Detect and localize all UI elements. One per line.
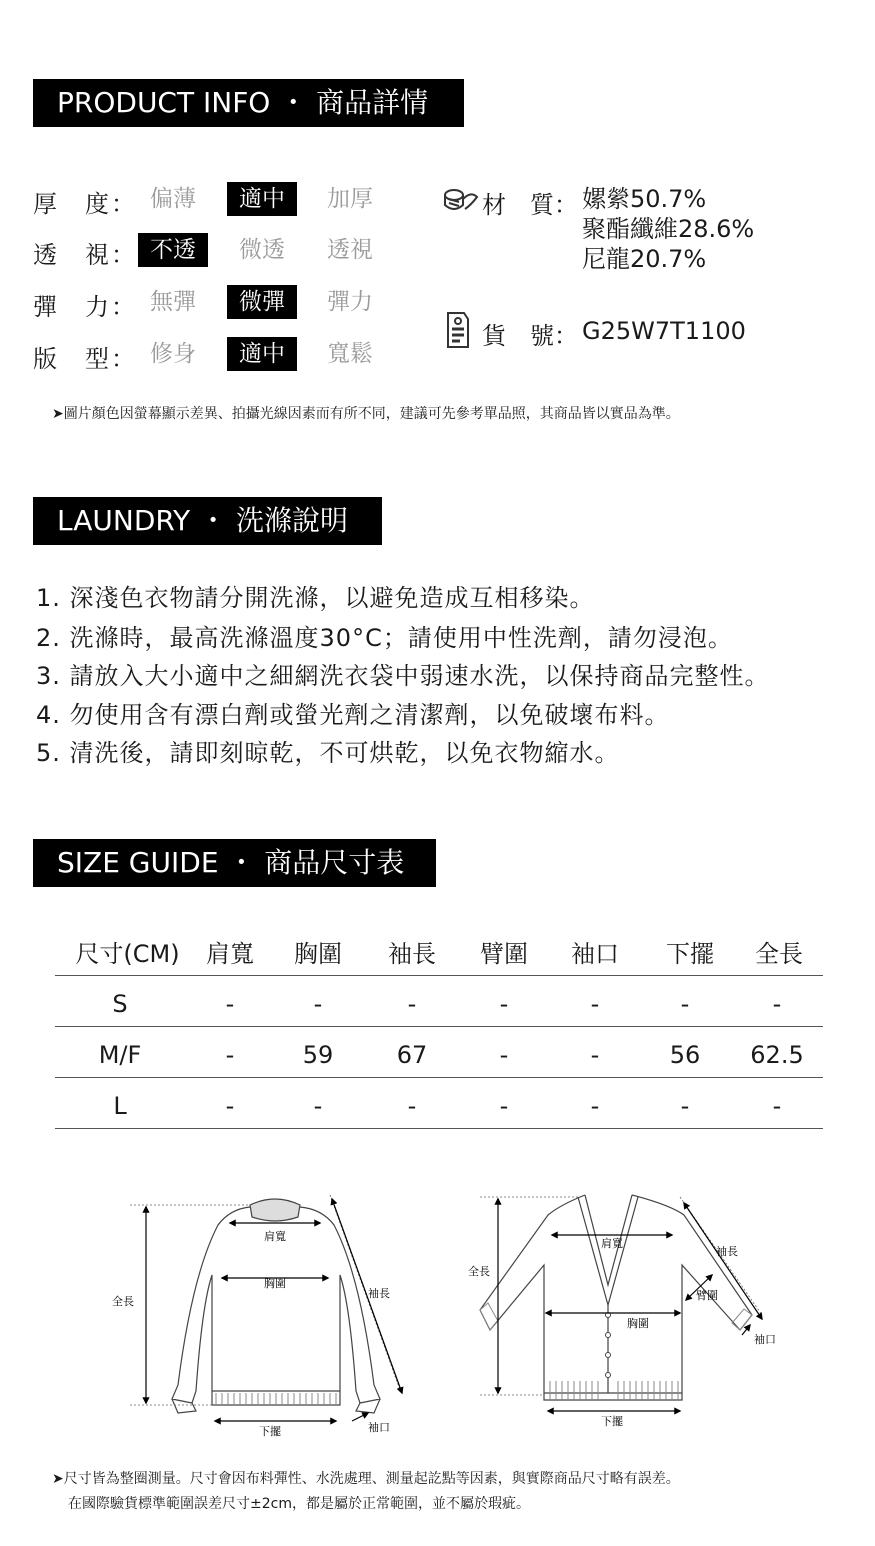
cell: - bbox=[225, 1092, 235, 1120]
diagram-label-shoulder: 肩寬 bbox=[601, 1237, 623, 1250]
cell: - bbox=[680, 990, 690, 1018]
cell: - bbox=[590, 1041, 600, 1069]
diagram-label-hem: 下擺 bbox=[259, 1425, 281, 1438]
option-selected: 適中 bbox=[227, 337, 297, 371]
cell: 56 bbox=[669, 1041, 701, 1069]
size-guide-banner: SIZE GUIDE ・ 商品尺寸表 bbox=[33, 839, 436, 887]
diagram-label-length: 全長 bbox=[468, 1265, 490, 1278]
diagram-label-shoulder: 肩寬 bbox=[264, 1230, 286, 1243]
laundry-item: 3. 請放入大小適中之細網洗衣袋中弱速水洗，以保持商品完整性。 bbox=[36, 662, 770, 690]
col-header-chest: 胸圍 bbox=[294, 940, 342, 968]
cardigan-measurement-diagram bbox=[460, 1185, 790, 1435]
attribute-label: 厚 度： bbox=[33, 190, 137, 218]
tag-icon bbox=[444, 309, 472, 351]
sku-label: 貨 號： bbox=[482, 322, 578, 350]
diagram-label-chest: 胸圍 bbox=[627, 1317, 649, 1330]
sweater-measurement-diagram bbox=[100, 1185, 430, 1445]
cell: 59 bbox=[302, 1041, 334, 1069]
option: 微透 bbox=[239, 237, 285, 263]
cell: 67 bbox=[396, 1041, 428, 1069]
cell: M/F bbox=[98, 1041, 142, 1069]
color-disclaimer: ➤圖片顏色因螢幕顯示差異、拍攝光線因素而有所不同，建議可先參考單品照，其商品皆以實品為準。 bbox=[52, 406, 680, 422]
col-header-size: 尺寸(CM) bbox=[75, 940, 180, 968]
diagram-label-chest: 胸圍 bbox=[264, 1277, 286, 1290]
attribute-label: 彈 力： bbox=[33, 293, 137, 321]
table-divider bbox=[55, 1128, 823, 1129]
laundry-item: 4. 勿使用含有漂白劑或螢光劑之清潔劑，以免破壞布料。 bbox=[36, 701, 670, 729]
col-header-length: 全長 bbox=[755, 940, 803, 968]
diagram-label-sleeve: 袖長 bbox=[368, 1287, 390, 1300]
cell: - bbox=[313, 990, 323, 1018]
option: 修身 bbox=[150, 341, 196, 367]
option: 偏薄 bbox=[150, 186, 196, 212]
col-header-shoulder: 肩寬 bbox=[206, 940, 254, 968]
option-selected: 微彈 bbox=[227, 285, 297, 319]
cell: - bbox=[407, 990, 417, 1018]
option-selected: 不透 bbox=[138, 233, 208, 267]
col-header-hem: 下擺 bbox=[666, 940, 714, 968]
option: 透視 bbox=[327, 237, 373, 263]
material-value-2: 聚酯纖維28.6% bbox=[582, 215, 755, 243]
diagram-label-hem: 下擺 bbox=[601, 1415, 623, 1428]
diagram-label-sleeve: 袖長 bbox=[716, 1245, 738, 1258]
col-header-sleeve: 袖長 bbox=[388, 940, 436, 968]
cell: - bbox=[590, 1092, 600, 1120]
size-note-2: 在國際驗貨標準範圍誤差尺寸±2cm，都是屬於正常範圍，並不屬於瑕疵。 bbox=[68, 1496, 530, 1512]
cell: - bbox=[407, 1092, 417, 1120]
diagram-label-arm: 臂圍 bbox=[696, 1289, 718, 1302]
diagram-label-cuff: 袖口 bbox=[368, 1421, 390, 1434]
cell: S bbox=[112, 990, 128, 1018]
size-note-1: ➤尺寸皆為整圈測量。尺寸會因布料彈性、水洗處理、測量起訖點等因素，與實際商品尺寸略有誤差。 bbox=[52, 1471, 680, 1487]
option-selected: 適中 bbox=[227, 182, 297, 216]
thread-spool-icon bbox=[441, 185, 481, 217]
laundry-item: 1. 深淺色衣物請分開洗滌，以避免造成互相移染。 bbox=[36, 584, 595, 612]
cell: - bbox=[680, 1092, 690, 1120]
sku-value: G25W7T1100 bbox=[582, 317, 746, 345]
laundry-item: 5. 清洗後，請即刻晾乾，不可烘乾，以免衣物縮水。 bbox=[36, 739, 620, 767]
cell: - bbox=[590, 990, 600, 1018]
col-header-arm: 臂圍 bbox=[480, 940, 528, 968]
material-label: 材 質： bbox=[482, 191, 578, 219]
cell: - bbox=[225, 990, 235, 1018]
laundry-item: 2. 洗滌時，最高洗滌溫度30°C；請使用中性洗劑，請勿浸泡。 bbox=[36, 624, 733, 652]
table-divider bbox=[55, 1026, 823, 1027]
material-value-3: 尼龍20.7% bbox=[582, 245, 707, 273]
cell: - bbox=[499, 990, 509, 1018]
option: 寬鬆 bbox=[327, 341, 373, 367]
material-value-1: 嫘縈50.7% bbox=[582, 185, 707, 213]
option: 加厚 bbox=[327, 186, 373, 212]
attribute-label: 版 型： bbox=[33, 345, 137, 373]
product-info-banner: PRODUCT INFO ・ 商品詳情 bbox=[33, 79, 464, 127]
laundry-banner: LAUNDRY ・ 洗滌說明 bbox=[33, 497, 382, 545]
col-header-cuff: 袖口 bbox=[571, 940, 619, 968]
option: 無彈 bbox=[150, 289, 196, 315]
attribute-label: 透 視： bbox=[33, 241, 137, 269]
option: 彈力 bbox=[327, 289, 373, 315]
table-divider bbox=[55, 1077, 823, 1078]
cell: - bbox=[772, 1092, 782, 1120]
cell: - bbox=[499, 1092, 509, 1120]
cell: L bbox=[113, 1092, 127, 1120]
table-divider bbox=[55, 975, 823, 976]
cell: 62.5 bbox=[750, 1041, 804, 1069]
cell: - bbox=[499, 1041, 509, 1069]
diagram-label-length: 全長 bbox=[112, 1295, 134, 1308]
cell: - bbox=[772, 990, 782, 1018]
cell: - bbox=[313, 1092, 323, 1120]
cell: - bbox=[225, 1041, 235, 1069]
diagram-label-cuff: 袖口 bbox=[754, 1333, 776, 1346]
